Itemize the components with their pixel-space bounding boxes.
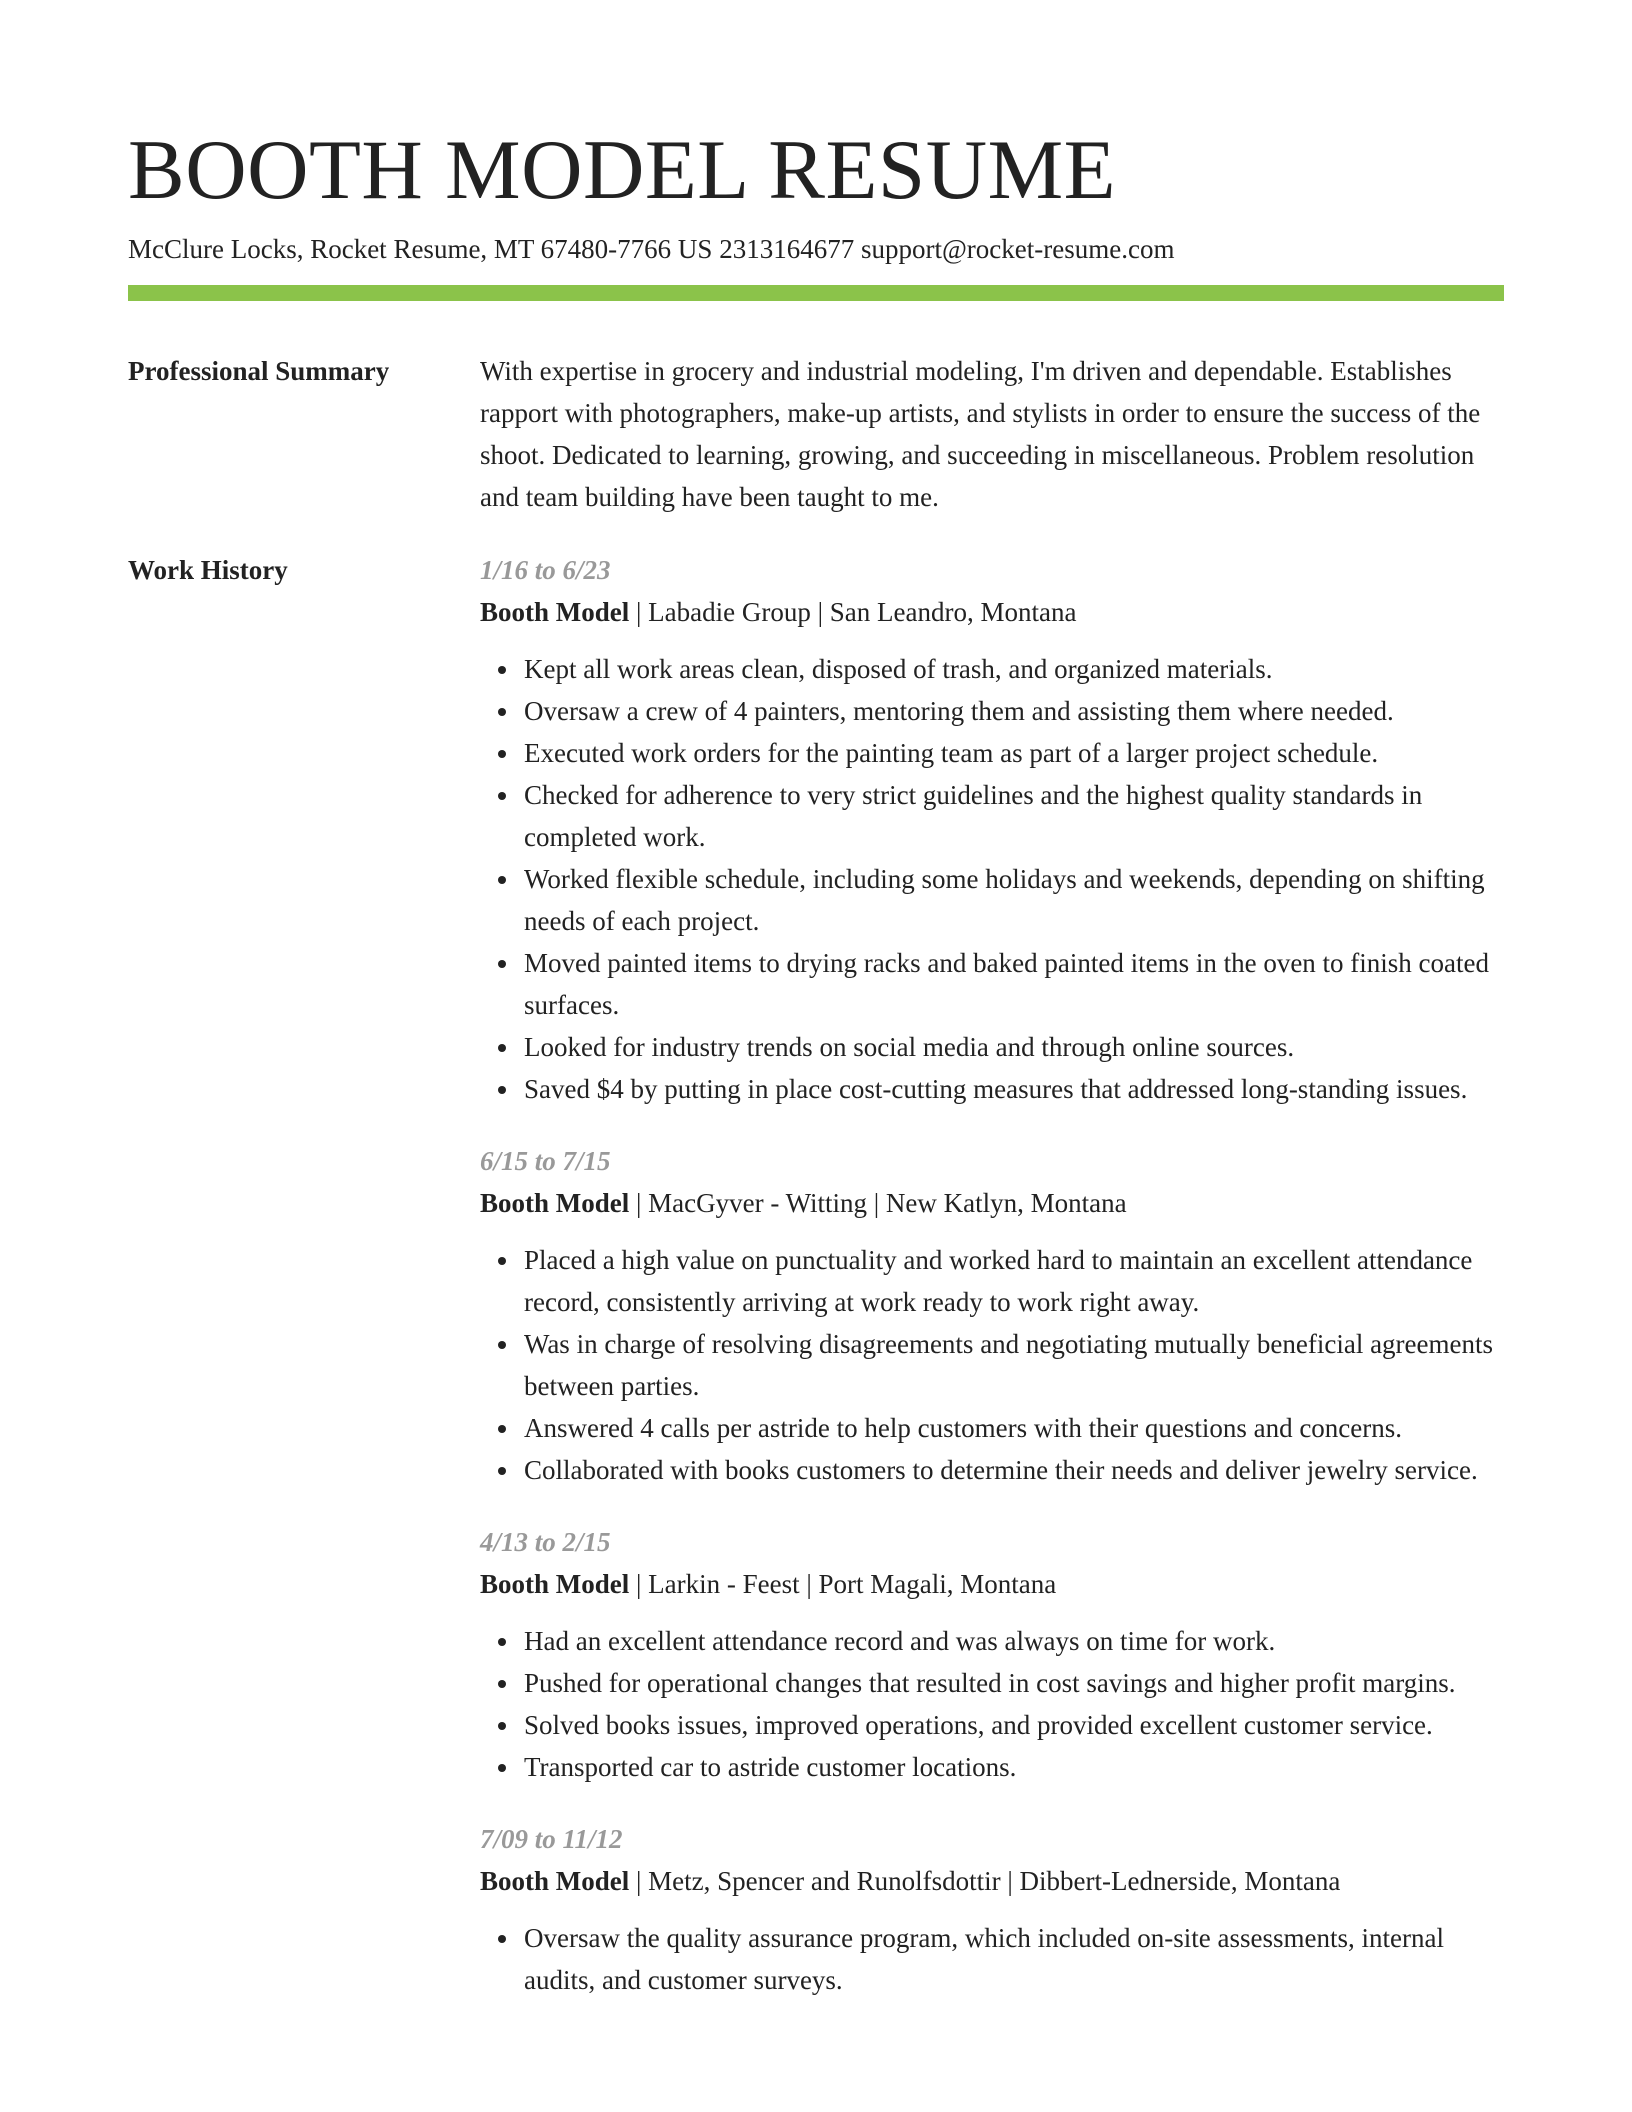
job-role: Booth Model <box>480 1866 630 1896</box>
job-bullet: Moved painted items to drying racks and baked painted items in the oven to finish coated surfaces. <box>524 942 1504 1026</box>
job-bullet: Checked for adherence to very strict guidelines and the highest quality standards in completed work. <box>524 774 1504 858</box>
job-bullet: Pushed for operational changes that resulted in cost savings and higher profit margins. <box>524 1662 1504 1704</box>
work-history-body <box>480 549 1504 2031</box>
job-bullet-list <box>480 1239 1504 1491</box>
job-title-line <box>480 1860 1504 1902</box>
job-bullet: Answered 4 calls per astride to help customers with their questions and concerns. <box>524 1407 1504 1449</box>
job-dates: 1/16 to 6/23 <box>480 555 611 585</box>
job-details: | Labadie Group | San Leandro, Montana <box>629 597 1077 627</box>
job-bullet-list <box>480 648 1504 1110</box>
job-bullet: Kept all work areas clean, disposed of trash, and organized materials. <box>524 648 1504 690</box>
resume-title: BOOTH MODEL RESUME <box>128 123 1117 217</box>
job-bullet: Worked flexible schedule, including some holidays and weekends, depending on shifting needs of each project. <box>524 858 1504 942</box>
job-title-line <box>480 1563 1504 1605</box>
job-dates: 6/15 to 7/15 <box>480 1146 611 1176</box>
job-bullet: Placed a high value on punctuality and worked hard to maintain an excellent attendance record, consistently arriving at work ready to work right away. <box>524 1239 1504 1323</box>
job-entry <box>480 1818 1504 2001</box>
job-bullet: Collaborated with books customers to determine their needs and deliver jewelry service. <box>524 1449 1504 1491</box>
job-title-line <box>480 591 1504 633</box>
job-role: Booth Model <box>480 1569 630 1599</box>
job-bullet: Executed work orders for the painting team as part of a larger project schedule. <box>524 732 1504 774</box>
summary-body <box>480 350 1504 518</box>
job-bullet-list <box>480 1917 1504 2001</box>
job-bullet: Saved $4 by putting in place cost-cutting measures that addressed long-standing issues. <box>524 1068 1504 1110</box>
job-entry <box>480 1521 1504 1788</box>
header-divider <box>128 285 1504 301</box>
job-details: | Larkin - Feest | Port Magali, Montana <box>629 1569 1057 1599</box>
job-bullet: Oversaw a crew of 4 painters, mentoring them and assisting them where needed. <box>524 690 1504 732</box>
job-bullet: Transported car to astride customer locations. <box>524 1746 1504 1788</box>
job-bullet: Looked for industry trends on social media and through online sources. <box>524 1026 1504 1068</box>
job-details: | MacGyver - Witting | New Katlyn, Montana <box>629 1188 1127 1218</box>
job-bullet: Was in charge of resolving disagreements and negotiating mutually beneficial agreements between parties. <box>524 1323 1504 1407</box>
job-entry <box>480 549 1504 1110</box>
job-entry <box>480 1140 1504 1491</box>
contact-line: McClure Locks, Rocket Resume, MT 67480-7766 US 2313164677 support@rocket-resume.com <box>128 234 1175 264</box>
job-details: | Metz, Spencer and Runolfsdottir | Dibbert-Lednerside, Montana <box>629 1866 1341 1896</box>
job-bullet: Solved books issues, improved operations, and provided excellent customer service. <box>524 1704 1504 1746</box>
job-role: Booth Model <box>480 1188 630 1218</box>
summary-text: With expertise in grocery and industrial modeling, I'm driven and dependable. Establishes rapport with photographers, make-up artists, and stylists in order to ensure the success of the shoot. Dedicated to learning, growing, and succeeding in miscellaneous. Problem resolution and team building have been taught to me. <box>480 356 1481 512</box>
job-role: Booth Model <box>480 597 630 627</box>
section-label-work-history: Work History <box>128 555 288 585</box>
job-bullet-list <box>480 1620 1504 1788</box>
section-label-summary: Professional Summary <box>128 356 390 386</box>
job-bullet: Oversaw the quality assurance program, which included on-site assessments, internal audits, and customer surveys. <box>524 1917 1504 2001</box>
job-dates: 7/09 to 11/12 <box>480 1824 623 1854</box>
job-dates: 4/13 to 2/15 <box>480 1527 611 1557</box>
job-title-line <box>480 1182 1504 1224</box>
job-bullet: Had an excellent attendance record and was always on time for work. <box>524 1620 1504 1662</box>
